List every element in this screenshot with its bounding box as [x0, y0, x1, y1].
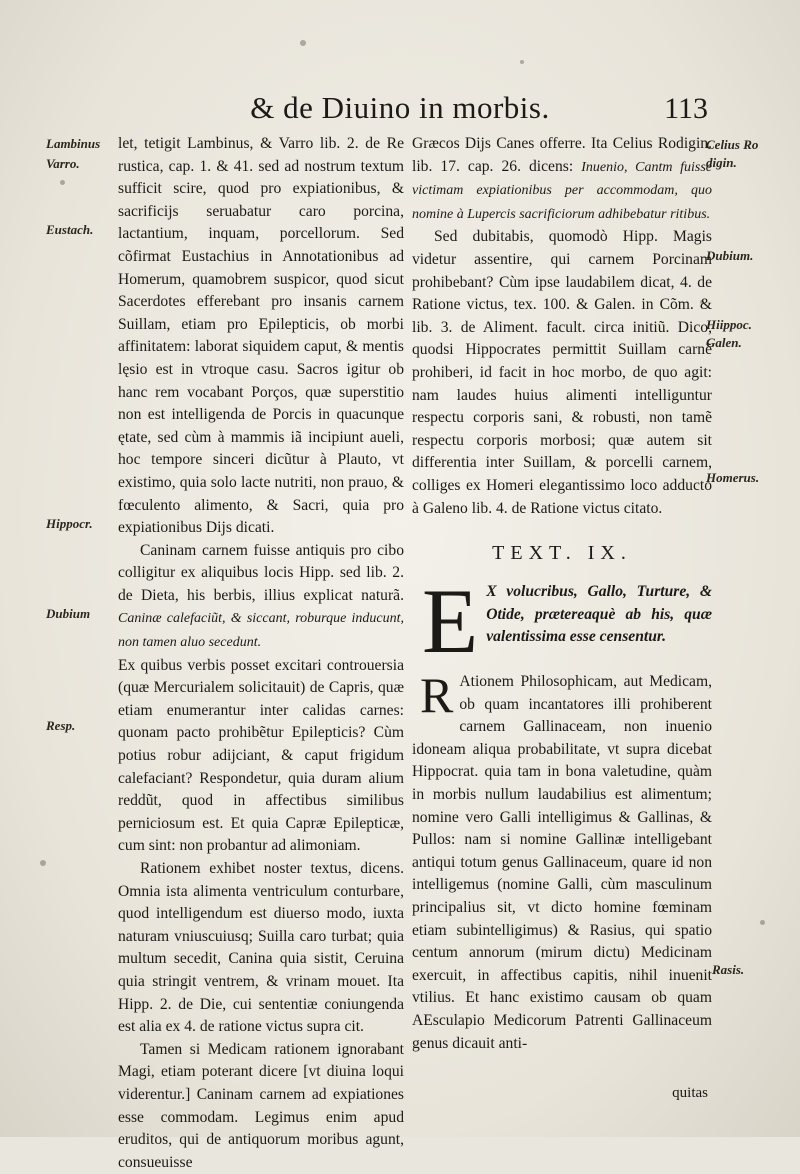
commentary-block: [412, 667, 712, 1055]
text-run: Caninam carnem fuisse antiquis pro cibo colligitur ex aliquibus locis Hipp. sed lib. 2. de Dieta, his berbis, illius explicat naturã.: [118, 541, 404, 604]
margin-note-homerus: Homerus.: [706, 470, 760, 485]
margin-note-hippoc-galen: Hiippoc. Galen.: [706, 317, 752, 350]
paragraph: Rationem exhibet noster textus, dicens. Omnia ista alimenta ventriculum conturbare, quod intelligendum est diuerso modo, iuxta naturam vniuscuiusq; Suilla caro turbat; quia multum secedit, Canina quia sistit, Ceruina quia stringit ventrem, & vrinam mouet. Ita Hipp. 2. de Die, cui sententiæ coniungenda est alia ex 4. de ratione victus supra cit.: [118, 860, 404, 1036]
paragraph: Sed dubitabis, quomodò Hipp. Magis videtur assentire, qui carnem Porcinam prohibebant? Cùm ipse laudabilem dicat, 4. de Ratione victus, tex. 100. & Galen. in Cõm. & lib. 3. de Aliment. facult. circa initiũ. Dico, quodsi Hippocrates permittit Suillam carnẽ prohiberi, id facit in hoc morbo, de quo agit: nam laudes huius alimenti intelliguntur respectu corporis sani, & robusti, non tamẽ respectu corporis morbosi; quæ autem sit differentia inter Suillam, & porcelli carnem, colliges ex Homeri elegantissimo loco adducto à Galeno lib. 4. de Ratione victus citato.: [412, 228, 712, 517]
aphorism-block: [412, 570, 712, 673]
aphorism-text: X volucribus, Gallo, Turture, & Otide, prætereaquè ab his, quæ valentissima esse censentur.: [486, 583, 712, 646]
ink-spot: [60, 180, 65, 185]
margin-note-lambinus: Lambinus: [46, 136, 101, 151]
drop-cap: E: [422, 570, 479, 673]
paragraph: let, tetigit Lambinus, & Varro lib. 2. de Re rustica, cap. 1. & 41. sed ad nostrum textum sufficit scire, quod pro expiationibus, & sacrificijs seruabatur caro porcina, lactantium, inquam, porcellorum. Sed cõfirmat Eustachius in Annotationibus ad Homerum, quamobrem suspicor, quod sicut Sacerdotes efferebant pro insanis carnem Suillam, etiam pro Epilepticis, ob morbi affinitatem: laborat siquidem caput, & mentis lęsio est in vtroque casu. Sacros igitur ob hanc rem vocabant Porços, quæ superstitio non est intelligenda de Porcis in quacunque ętate, sed cùm à mammis iã incipiunt aueli, hoc tempore sinceri dicũtur à Plauto, vt existimo, quia solo lacte nutriti, non prauo, & fœculento alimento, & Sacri, quia pro expiationibus Dijs dicati.: [118, 135, 404, 537]
ink-spot: [300, 40, 306, 46]
left-column: [118, 133, 404, 1174]
margin-note-rasis: Rasis.: [712, 962, 745, 977]
ink-spot: [760, 920, 765, 925]
italic-quote: Inuenio, Cantm fuisse victimam expiationibus per accommodam, quo nomine à Lupercis sacrificiorum adhibebatur ritibus.: [412, 159, 712, 222]
margin-note-resp: Resp.: [46, 718, 76, 733]
catchword: quitas: [672, 1085, 708, 1101]
right-column: [412, 133, 712, 1055]
text-run: Græcos Dijs Canes offerre. Ita Celius Rodigin. lib. 17. cap. 26. dicens:: [412, 135, 712, 175]
paragraph: Ationem Philosophicam, aut Medicam, ob quam incantatores illi prohiberent carnem Gallinaceam, non inuenio idoneam aliqua probabilitate, vt supra dicebat Hippocrat. quia tam in bona valetudine, quàm in morbis nullum laudabilius est alimentum; nomine vero Galli intelligimus & Gallinas, & Pullos: nam si nomine Gallinæ intelligebant antiqui totum genus Gallinaceum, quare id non intelligemus (nomine Galli, cùm masculinum principalius sit, vt dicto homine fœminam etiam subintelligimus) & Rasius, qui spatio centum annorum (mirum dictu) Medicinam exercuit, in affectibus capitis, nihil inuenit vtilius. Et hanc existimo causam ob quam AEsculapio Medicorum Patrenti Gallinaceum genus dicauit anti-: [412, 673, 712, 1052]
paragraph: [412, 133, 712, 226]
page-number: 113: [664, 92, 708, 125]
margin-note-dubium: Dubium: [46, 606, 91, 621]
paragraph: Ex quibus verbis posset excitari controuersia (quæ Mercurialem solicitauit) de Capris, quæ etiam enumerantur inter calidas carnes: quonam pacto prohibẽtur Epilepticis? Cùm potius robur adijciant, & caput frigidum calefaciant? Respondetur, quia duram alium reddũt, quod in affectibus similibus perniciosum est. Et quia Capræ Epilepticæ, cum sint: non probantur ad alimoniam.: [118, 656, 404, 855]
margin-note-varro: Varro.: [46, 156, 80, 171]
margin-note-eustach: Eustach.: [46, 222, 94, 237]
margin-note-hippocr: Hippocr.: [46, 516, 93, 531]
section-heading: TEXT. IX.: [492, 542, 632, 565]
paragraph: Tamen si Medicam rationem ignorabant Magi, etiam poterant dicere [vt diuina loqui viderentur.] Caninam carnem ad expiationes esse commodam. Legimus enim apud eruditos, qui de antiquorum moribus agunt, consueuisse: [118, 1040, 404, 1171]
ink-spot: [520, 60, 524, 64]
margin-note-celius: Celius Ro digin.: [706, 137, 759, 170]
drop-cap: R: [420, 667, 454, 724]
ink-spot: [40, 860, 46, 866]
paragraph: [118, 540, 404, 655]
italic-quote: Caninæ calefaciũt, & siccant, roburque inducunt, non tamen aluo secedunt.: [118, 611, 404, 651]
page-header: [0, 90, 800, 130]
running-title: & de Diuino in morbis.: [250, 90, 550, 125]
margin-note-dubium-right: Dubium.: [706, 248, 754, 263]
